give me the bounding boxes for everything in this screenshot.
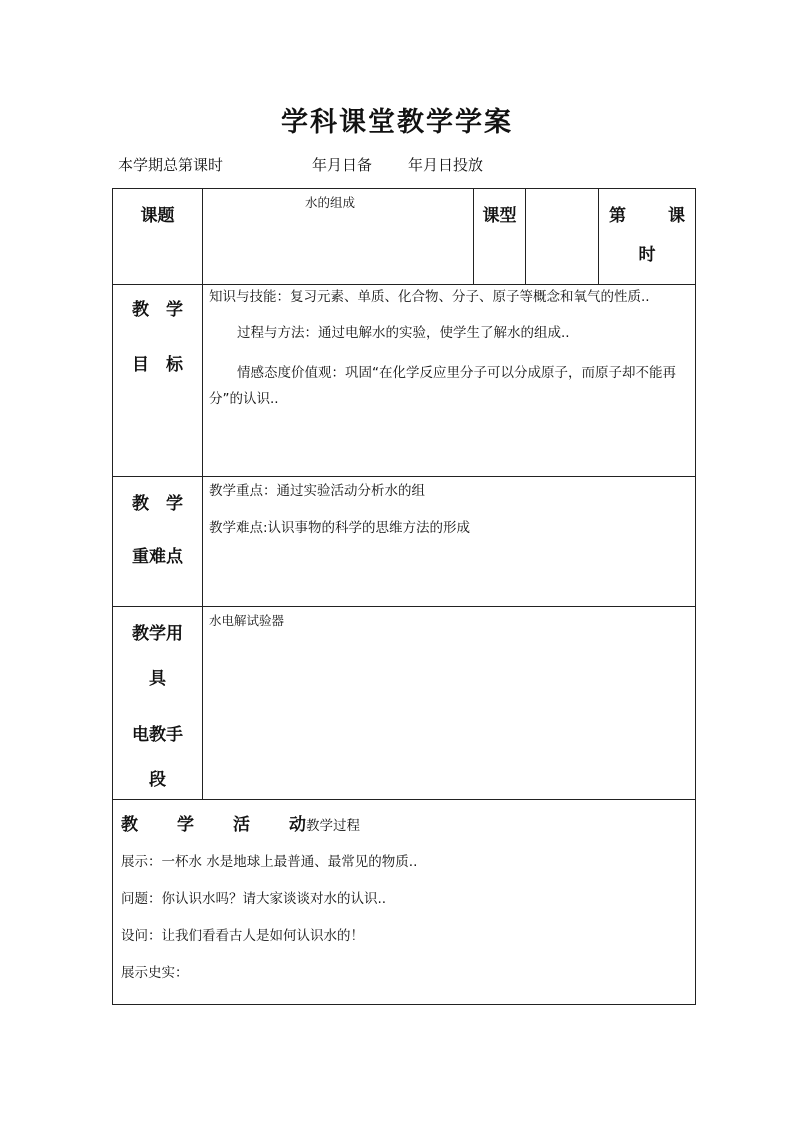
objectives-label-2: 目 标 <box>132 355 183 375</box>
type-value-cell <box>526 189 599 285</box>
topic-label: 课题 <box>140 206 175 226</box>
topic-value-cell <box>203 189 474 285</box>
lesson-number-cell <box>599 189 696 285</box>
key-points-label-1: 教 学 <box>132 494 183 514</box>
activity-suffix: 教学过程 <box>306 818 360 834</box>
lesson-plan-table <box>112 188 696 1005</box>
objectives-content-cell <box>203 285 696 477</box>
lesson-label-di: 第 <box>609 206 626 226</box>
activity-line: 设问：让我们看看古人是如何认识水的！ <box>121 928 364 944</box>
objective-attitude: 情感态度价值观：巩固“在化学反应里分子可以分成原子，而原子却不能再分”的认识.. <box>209 365 676 407</box>
tools-label-1: 教学用 <box>132 624 183 644</box>
key-points-row <box>113 477 696 607</box>
period-field: 本学期总第课时 <box>118 156 224 174</box>
topic-row <box>113 189 696 285</box>
topic-value: 水的组成 <box>304 195 355 210</box>
objectives-row <box>113 285 696 477</box>
objective-process: 过程与方法：通过电解水的实验，使学生了解水的组成.. <box>237 325 570 341</box>
objective-knowledge: 知识与技能：复习元素、单质、化合物、分子、原子等概念和氧气的性质.. <box>209 289 650 305</box>
teaching-difficulty: 教学难点:认识事物的科学的思维方法的形成 <box>209 520 471 536</box>
document-title: 学科课堂教学学案 <box>281 107 513 138</box>
key-points-label-2: 重难点 <box>132 547 183 567</box>
key-points-content-cell <box>203 477 696 607</box>
delivered-date-field: 年月日投放 <box>408 156 484 174</box>
objectives-label-1: 教 学 <box>132 300 183 320</box>
lesson-label-ke: 课 <box>668 206 685 226</box>
tools-value: 水电解试验器 <box>209 613 285 628</box>
lesson-label-shi: 时 <box>638 245 656 265</box>
key-points-label-cell <box>113 477 203 607</box>
teaching-focus: 教学重点：通过实验活动分析水的组 <box>209 483 425 499</box>
activity-char-2: 学 <box>177 815 194 835</box>
tools-label-cell <box>113 607 203 800</box>
type-label-cell <box>474 189 526 285</box>
tools-label-2: 具 <box>149 669 166 689</box>
prepared-date-field: 年月日备 <box>312 156 373 174</box>
activity-char-3: 活 <box>233 815 250 835</box>
tools-label-3: 电教手 <box>132 725 183 745</box>
activity-char-4: 动 <box>289 815 306 835</box>
tools-label-4: 段 <box>149 770 166 790</box>
activity-content-cell <box>113 800 696 1005</box>
type-label: 课型 <box>482 206 517 226</box>
tools-content-cell <box>203 607 696 800</box>
activity-line: 展示史实： <box>121 965 189 981</box>
tools-row <box>113 607 696 800</box>
activity-row <box>113 800 696 1005</box>
topic-label-cell <box>113 189 203 285</box>
objectives-label-cell <box>113 285 203 477</box>
activity-line: 展示：一杯水 水是地球上最普通、最常见的物质.. <box>121 854 418 870</box>
activity-heading <box>113 800 695 835</box>
activity-line: 问题：你认识水吗？请大家谈谈对水的认识.. <box>121 891 387 907</box>
activity-char-1: 教 <box>121 815 138 835</box>
